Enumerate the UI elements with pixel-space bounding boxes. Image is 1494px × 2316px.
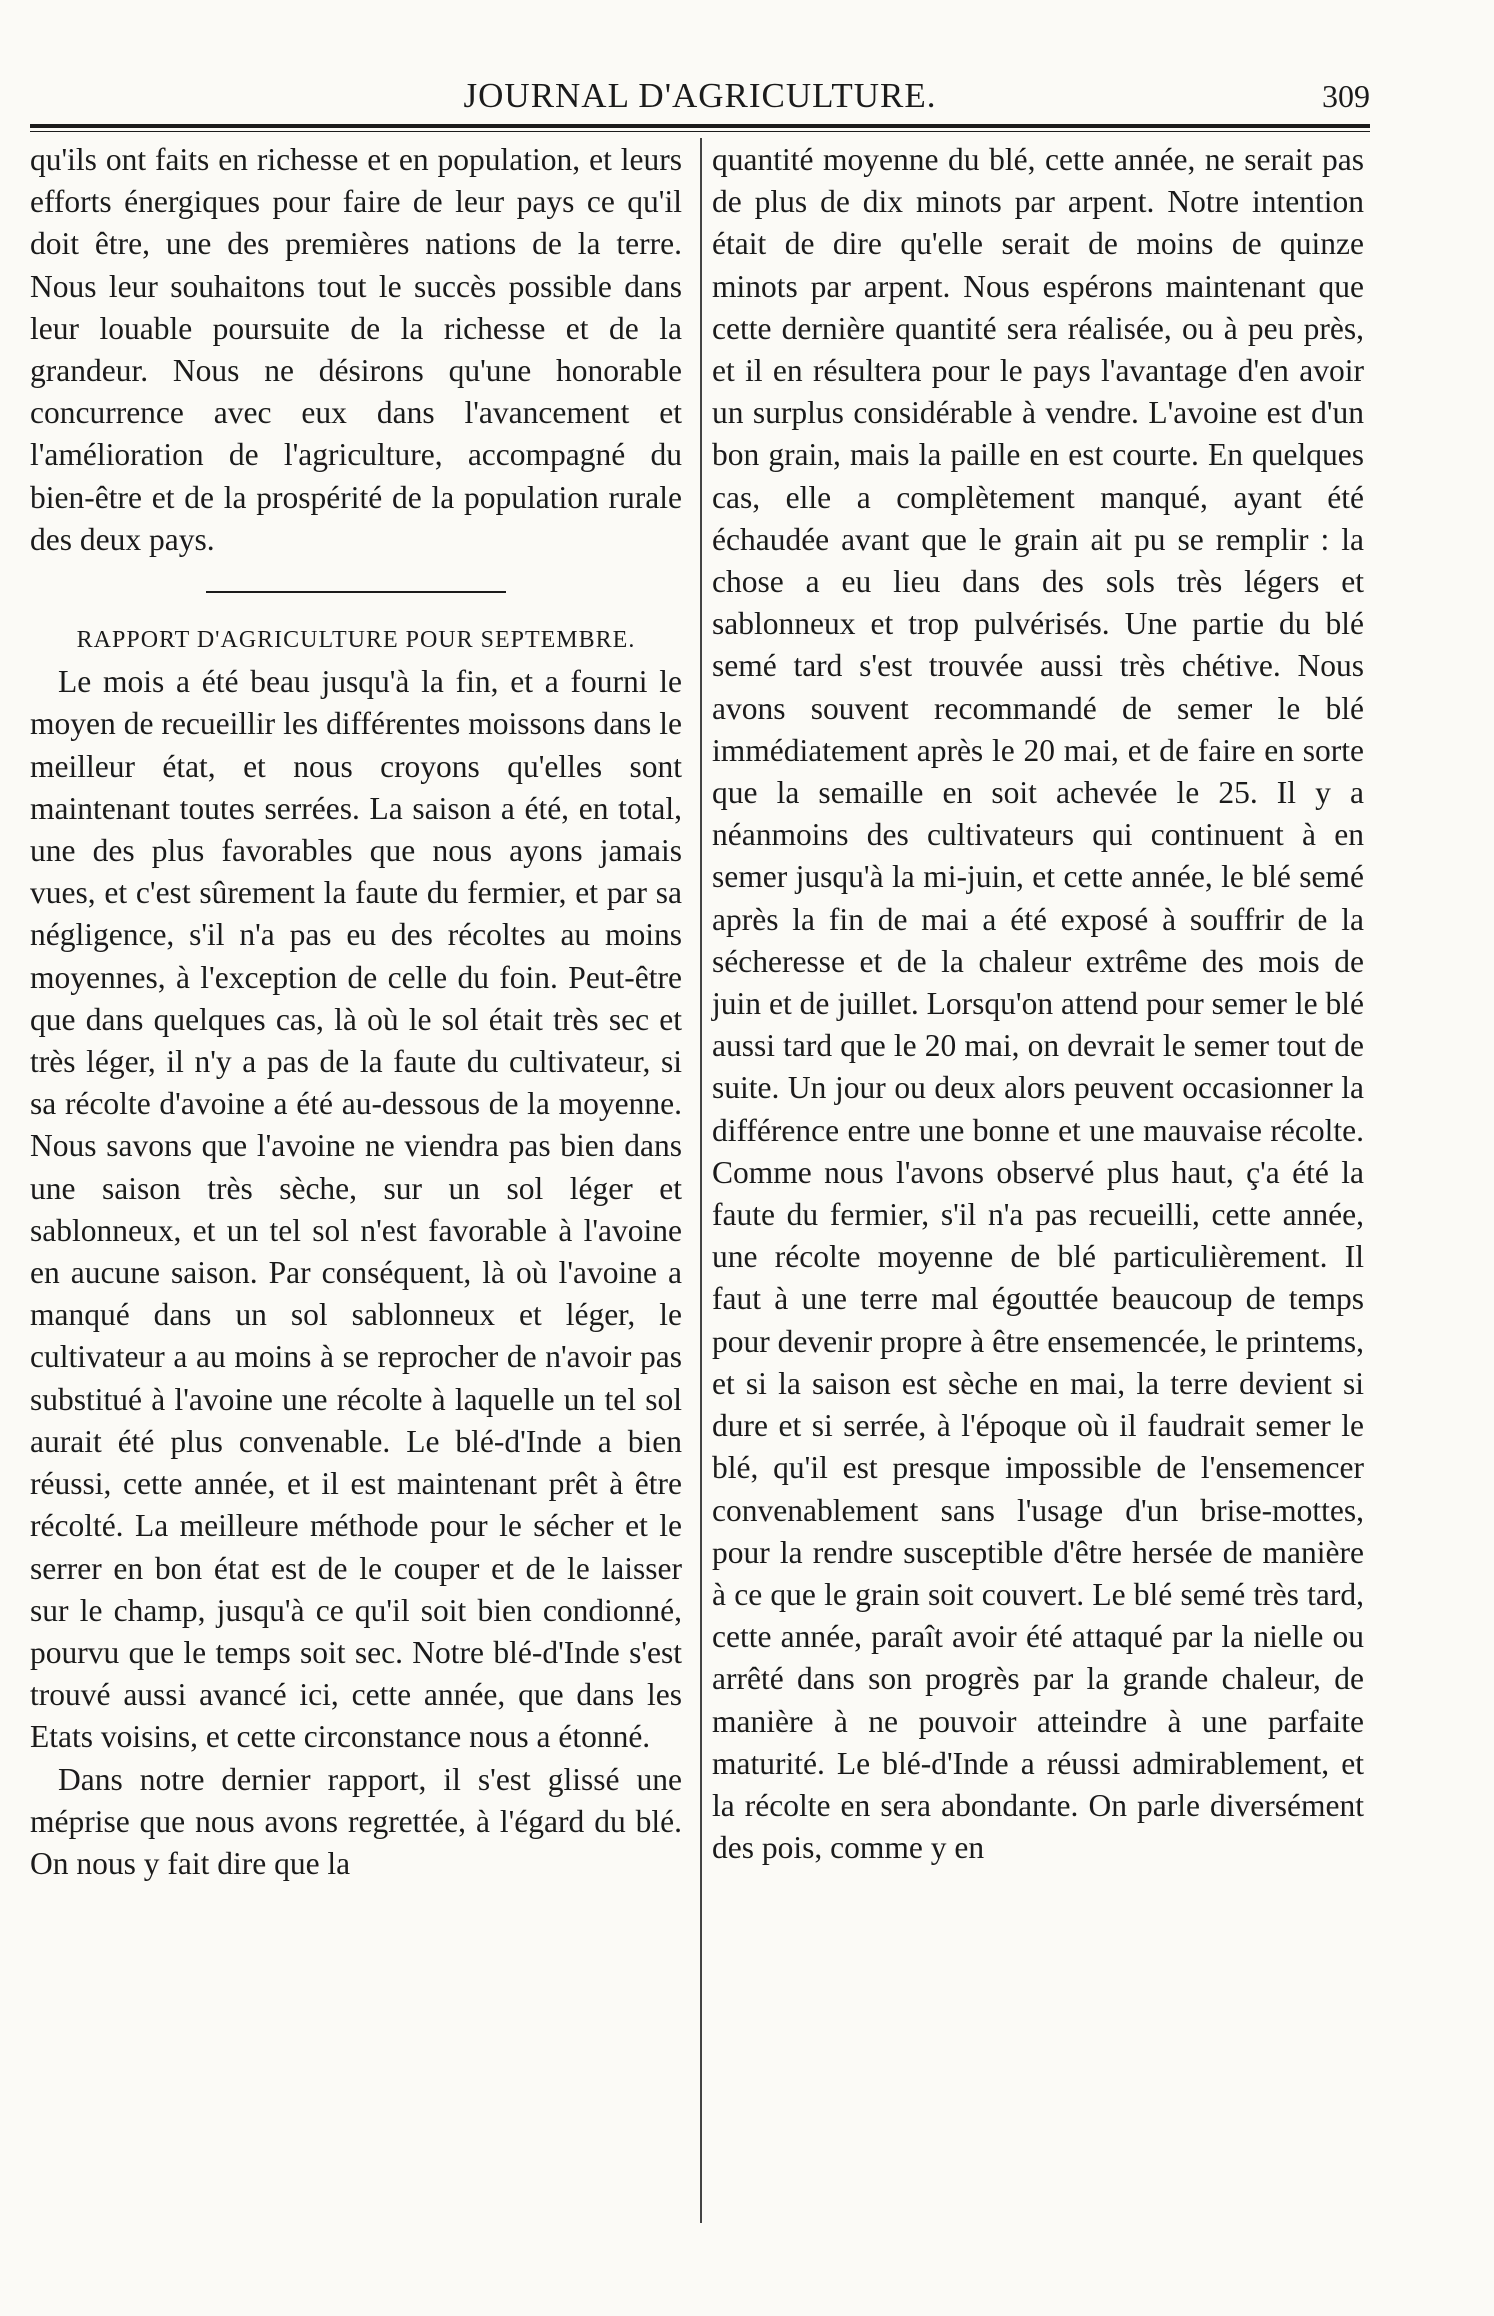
left-column: [30, 139, 682, 1885]
page-header: [30, 70, 1370, 130]
section-separator: [206, 591, 506, 593]
page-number: 309: [1322, 78, 1370, 114]
report-paragraph-1: Le mois a été beau jusqu'à la fin, et a fourni le moyen de recueillir les différentes moissons dans le meilleur état, et nous croyons qu'elles sont maintenant toutes serrées. La saison a été, en total, une des plus favorables que nous ayons jamais vues, et c'est sûrement la faute du fermier, et par sa négligence, s'il n'a pas eu des récoltes au moins moyennes, à l'exception de celle du foin. Peut-être que dans quelques cas, là où le sol était très sec et très léger, il n'y a pas de la faute du cultivateur, si sa récolte d'avoine a été au-dessous de la moyenne. Nous savons que l'avoine ne viendra pas bien dans une saison très sèche, sur un sol léger et sablonneux, et un tel sol n'est favorable à l'avoine en aucune saison. Par conséquent, là où l'avoine a manqué dans un sol sablonneux et léger, le cultivateur a au moins à se reprocher de n'avoir pas substitué à l'avoine une récolte à laquelle un tel sol aurait été plus convenable. Le blé-d'Inde a bien réussi, cette année, et il est maintenant prêt à être récolté. La meilleure méthode pour le sécher et le serrer en bon état est de le couper et de le laisser sur le champ, jusqu'à ce qu'il soit bien condionné, pourvu que le temps soit sec. Notre blé-d'Inde s'est trouvé aussi avancé ici, cette année, que dans les Etats voisins, et cette circonstance nous a étonné.: [30, 664, 682, 1755]
section-title: RAPPORT D'AGRICULTURE POUR SEPTEMBRE.: [76, 627, 636, 654]
column-divider: [700, 138, 702, 2223]
right-column: [712, 139, 1364, 1869]
report-paragraph-2-end: quantité moyenne du blé, cette année, ne serait pas de plus de dix minots par arpent. Notre intention était de dire qu'elle serait de moins de quinze minots par arpent. Nous espérons maintenant que cette dernière quantité sera réalisée, ou à peu près, et il en résultera pour le pays l'avantage d'en avoir un surplus considérable à vendre. L'avoine est d'un bon grain, mais la paille en est courte. En quelques cas, elle a complètement manqué, ayant été échaudée avant que le grain ait pu se remplir : la chose a eu lieu dans des sols très légers et sablonneux et trop pulvérisés. Une partie du blé semé tard s'est trouvée aussi très chétive. Nous avons souvent recommandé de semer le blé immédiatement après le 20 mai, et de faire en sorte que la semaille en soit achevée le 25. Il y a néanmoins des cultivateurs qui continuent à en semer jusqu'à la mi-juin, et cette année, le blé semé après la fin de mai a été exposé à souffrir de la sécheresse et de la chaleur extrême des mois de juin et de juillet. Lorsqu'on attend pour semer le blé aussi tard que le 20 mai, on devrait le semer tout de suite. Un jour ou deux alors peuvent occasionner la différence entre une bonne et une mauvaise récolte. Comme nous l'avons observé plus haut, ç'a été la faute du fermier, s'il n'a pas recueilli, cette année, une récolte moyenne de blé particulièrement. Il faut à une terre mal égouttée beaucoup de temps pour devenir propre à être ensemencée, le printems, et si la saison est sèche en mai, la terre devient si dure et si serrée, à l'époque où il faudrait semer le blé, qu'il est presque impossible de l'ensemencer convenablement sans l'usage d'un brise-mottes, pour la rendre susceptible d'être hersée de manière à ce que le grain soit couvert. Le blé semé très tard, cette année, paraît avoir été attaqué par la nielle ou arrêté dans son progrès par la grande chaleur, de manière à ne pouvoir atteindre à une parfaite maturité. Le blé-d'Inde a réussi admirablement, et la récolte en sera abondante. On parle diversément des pois, comme y en: [712, 142, 1364, 1866]
header-rule-thin: [30, 131, 1370, 132]
continued-paragraph: qu'ils ont faits en richesse et en population, et leurs efforts énergiques pour faire de leur pays ce qu'il doit être, une des premières nations de la terre. Nous leur souhaitons tout le succès possible dans leur louable poursuite de la richesse et de la grandeur. Nous ne désirons qu'une honorable concurrence avec eux dans l'avancement et l'amélioration de l'agriculture, accompagné du bien-être et de la prospérité de la population rurale des deux pays.: [30, 142, 682, 557]
running-title: JOURNAL D'AGRICULTURE.: [463, 76, 937, 115]
report-paragraph-2-start: Dans notre dernier rapport, il s'est glissé une méprise que nous avons regrettée, à l'égard du blé. On nous y fait dire que la: [30, 1761, 682, 1881]
header-rule-thick: [30, 124, 1370, 128]
